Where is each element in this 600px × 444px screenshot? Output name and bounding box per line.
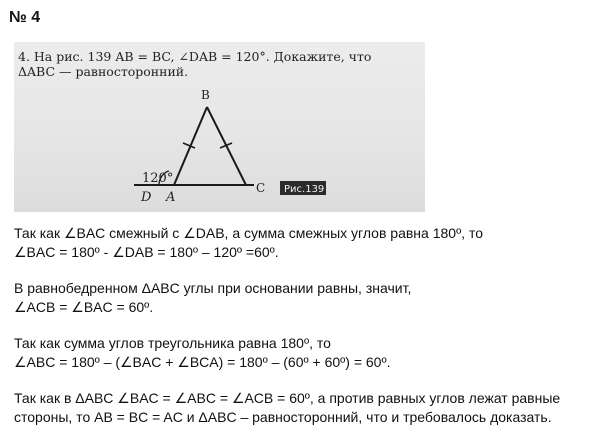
- problem-line-1: 4. На рис. 139 AB = BC, ∠DAB = 120°. Докажите, что: [18, 49, 372, 64]
- label-a: A: [166, 190, 176, 205]
- paragraph-line: В равнобедренном ΔABC углы при основании равны, значит,: [14, 280, 412, 296]
- label-d: D: [141, 190, 152, 205]
- label-angle: 120°: [142, 171, 174, 186]
- solution-text: [14, 224, 594, 444]
- paragraph-line: Так как в ΔABC ∠BAC = ∠ABC = ∠ACB = 60º, а против равных углов лежат равные: [14, 390, 561, 406]
- paragraph-line: ∠BAC = 180º - ∠DAB = 180º – 120º =60º.: [14, 244, 279, 260]
- problem-number: № 4: [9, 9, 41, 26]
- label-b: B: [201, 88, 210, 102]
- solution-paragraph-2: [14, 279, 594, 317]
- solution-paragraph-4: [14, 389, 594, 427]
- label-c: C: [256, 181, 266, 195]
- textbook-photo: [14, 42, 425, 212]
- paragraph-line: стороны, то AB = BC = AC и ΔABC – равносторонний, что и требовалось доказать.: [14, 409, 552, 425]
- caption-text: Рис.139: [284, 184, 325, 195]
- paragraph-line: ∠ACB = ∠BAC = 60º.: [14, 299, 154, 315]
- paragraph-line: Так как ∠BAC смежный с ∠DAB, а сумма смежных углов равна 180º, то: [14, 225, 484, 241]
- paragraph-line: Так как сумма углов треугольника равна 180º, то: [14, 335, 331, 351]
- problem-line-2: ΔABC — равносторонний.: [18, 64, 189, 79]
- paragraph-line: ∠ABC = 180º – (∠BAC + ∠BCA) = 180º – (60º + 60º) = 60º.: [14, 354, 391, 370]
- solution-paragraph-3: [14, 334, 594, 372]
- triangle-figure: [14, 42, 425, 212]
- solution-paragraph-1: [14, 224, 594, 262]
